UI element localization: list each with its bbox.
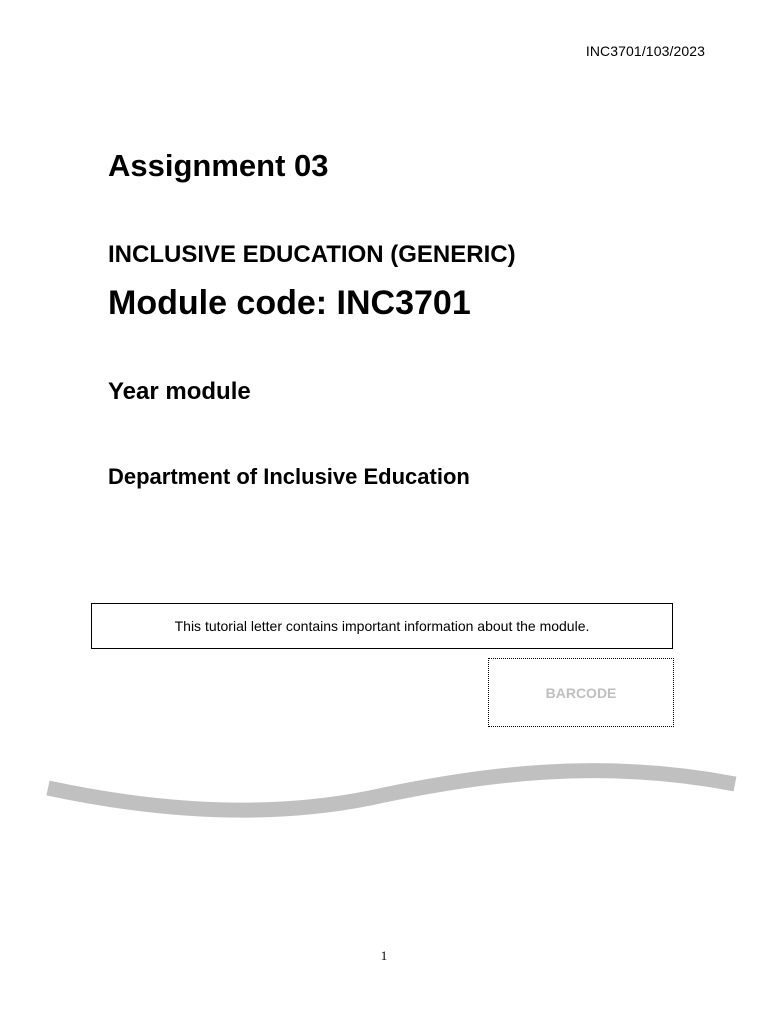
tutorial-notice-box bbox=[91, 603, 673, 649]
module-name: INCLUSIVE EDUCATION (GENERIC) bbox=[108, 241, 516, 268]
document-reference: INC3701/103/2023 bbox=[585, 43, 705, 59]
wave-stroke bbox=[48, 771, 735, 810]
module-code: Module code: INC3701 bbox=[108, 284, 471, 322]
barcode-label: BARCODE bbox=[545, 684, 617, 701]
assignment-title: Assignment 03 bbox=[108, 148, 329, 183]
page-number: 1 bbox=[380, 948, 388, 963]
decorative-wave bbox=[40, 750, 740, 830]
tutorial-notice-text: This tutorial letter contains important information about the module. bbox=[174, 618, 590, 634]
module-type: Year module bbox=[108, 378, 251, 405]
barcode-placeholder bbox=[488, 658, 674, 727]
department-name: Department of Inclusive Education bbox=[108, 464, 470, 489]
